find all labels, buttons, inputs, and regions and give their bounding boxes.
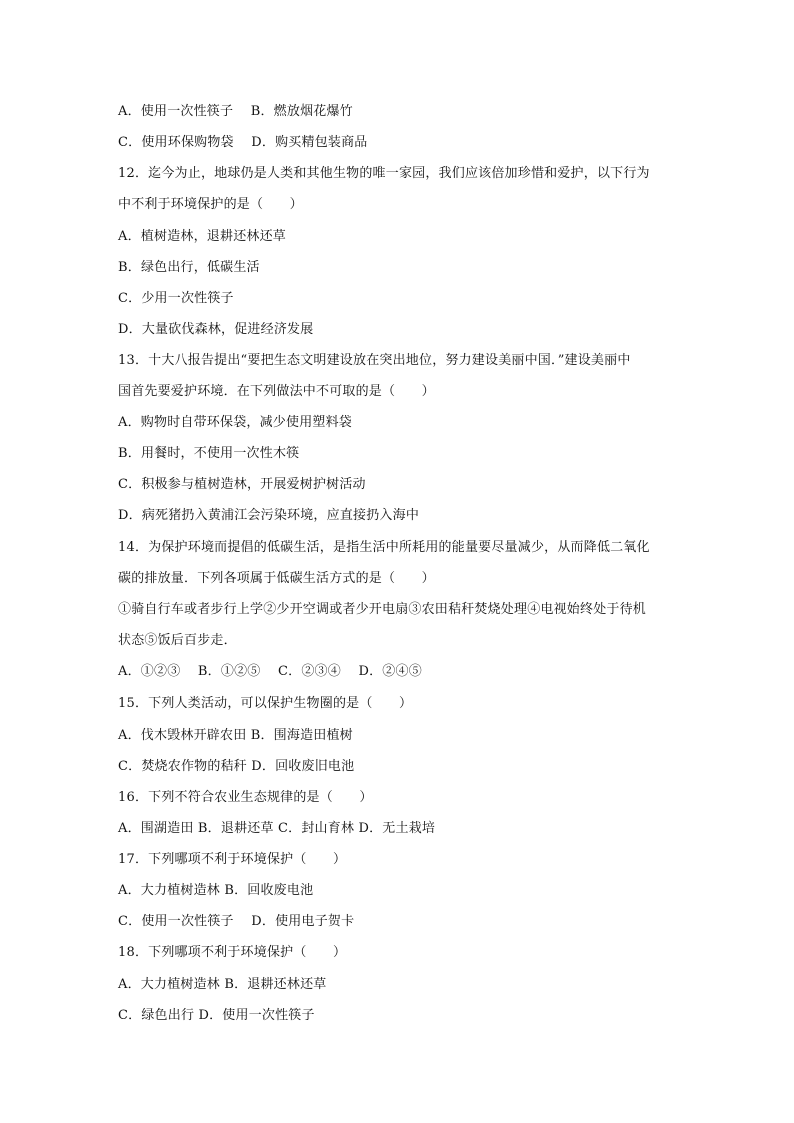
q14-items-line1: ①骑自行车或者步行上学②少开空调或者少开电扇③农田秸秆焚烧处理④电视始终处于待机: [118, 602, 647, 617]
q14-stem-line1: 14．为保护环境而提倡的低碳生活，是指生活中所耗用的能量要尽量减少，从而降低二氧化: [118, 540, 650, 555]
q12-stem-line1: 12．迄今为止，地球仍是人类和其他生物的唯一家园，我们应该倍加珍惜和爱护，以下行为: [118, 166, 650, 181]
q13-stem-line2: 国首先要爱护环境．在下列做法中不可取的是（ ）: [118, 384, 435, 399]
q12-option-c: C．少用一次性筷子: [118, 291, 234, 306]
q15-options-ab: A．伐木毁林开辟农田 B．围海造田植树: [118, 728, 353, 743]
q13-option-a: A．购物时自带环保袋，减少使用塑料袋: [118, 415, 352, 430]
q14-options: A．①②③ B．①②⑤ C．②③④ D．②④⑤: [118, 664, 422, 679]
q13-option-d: D．病死猪扔入黄浦江会污染环境，应直接扔入海中: [118, 508, 420, 523]
q14-stem-line2: 碳的排放量．下列各项属于低碳生活方式的是（ ）: [118, 571, 435, 586]
q15-stem: 15．下列人类活动，可以保护生物圈的是（ ）: [118, 696, 413, 711]
q12-option-a: A．植树造林，退耕还林还草: [118, 229, 286, 244]
q12-stem-line2: 中不利于环境保护的是（ ）: [118, 197, 303, 212]
q15-options-cd: C．焚烧农作物的秸秆 D．回收废旧电池: [118, 759, 355, 774]
q17-stem: 17．下列哪项不利于环境保护（ ）: [118, 852, 347, 867]
q13-stem-line1: 13．十大八报告提出“要把生态文明建设放在突出地位，努力建设美丽中国．”建设美丽中: [118, 353, 631, 368]
q18-options-cd: C．绿色出行 D．使用一次性筷子: [118, 1008, 315, 1023]
q17-options-ab: A．大力植树造林 B．回收废电池: [118, 883, 314, 898]
q18-stem: 18．下列哪项不利于环境保护（ ）: [118, 945, 347, 960]
q18-options-ab: A．大力植树造林 B．退耕还林还草: [118, 977, 327, 992]
q16-options: A．围湖造田 B．退耕还草 C．封山育林 D．无土栽培: [118, 821, 436, 836]
q12-option-d: D．大量砍伐森林，促进经济发展: [118, 322, 314, 337]
q16-stem: 16．下列不符合农业生态规律的是（ ）: [118, 790, 373, 805]
q11-options-ab: A．使用一次性筷子 B．燃放烟花爆竹: [118, 104, 353, 119]
q13-option-c: C．积极参与植树造林，开展爱树护树活动: [118, 477, 366, 492]
q12-option-b: B．绿色出行，低碳生活: [118, 260, 260, 275]
q11-options-cd: C．使用环保购物袋 D．购买精包装商品: [118, 135, 368, 150]
q13-option-b: B．用餐时，不使用一次性木筷: [118, 446, 300, 461]
q14-items-line2: 状态⑤饭后百步走．: [118, 633, 237, 648]
q17-options-cd: C．使用一次性筷子 D．使用电子贺卡: [118, 914, 355, 929]
